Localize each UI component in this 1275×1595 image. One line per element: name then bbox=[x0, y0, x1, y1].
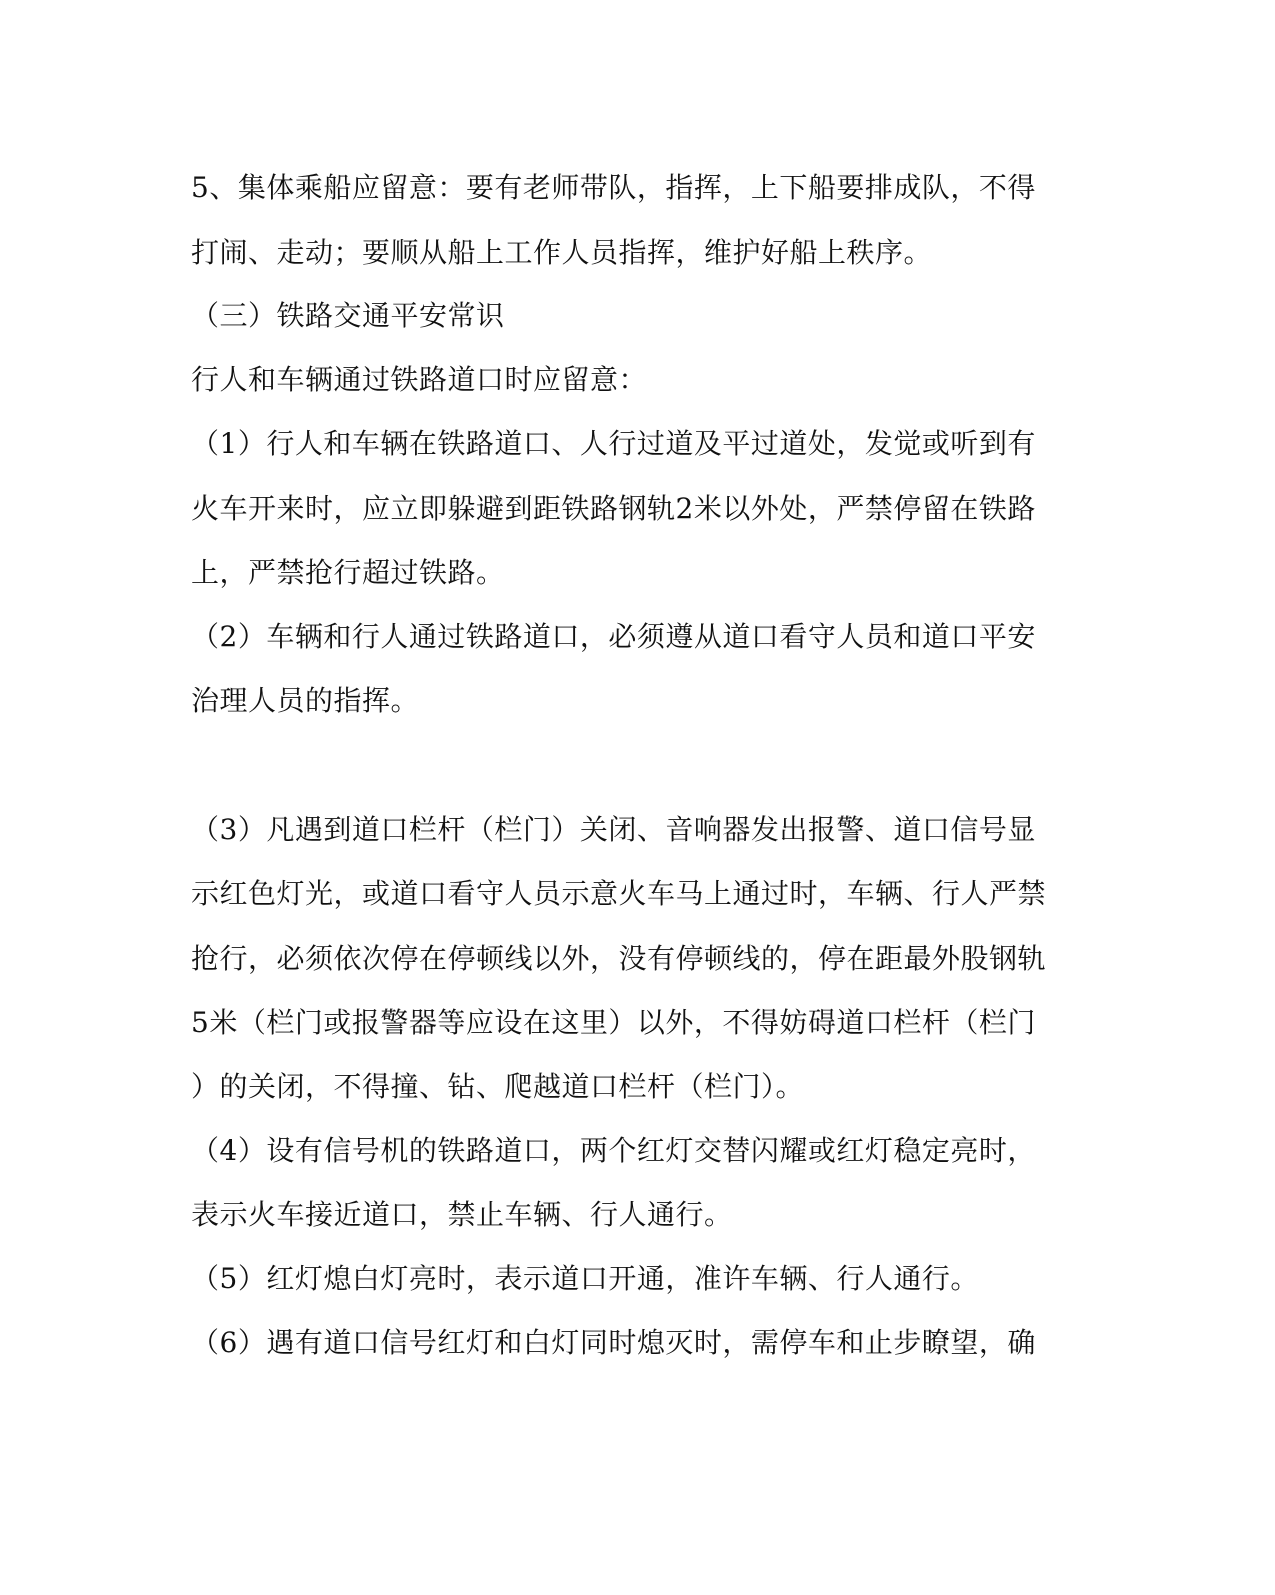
text-line-13: 5米（栏门或报警器等应设在这里）以外，不得妨碍道口栏杆（栏门 bbox=[191, 1006, 1036, 1039]
text-line-8: （2）车辆和行人通过铁路道口，必须遵从道口看守人员和道口平安 bbox=[191, 620, 1036, 653]
text-line-17: （5）红灯熄白灯亮时，表示道口开通，准许车辆、行人通行。 bbox=[191, 1262, 979, 1295]
text-line-5: （1）行人和车辆在铁路道口、人行过道及平过道处，发觉或听到有 bbox=[191, 427, 1036, 460]
text-line-2: 打闹、走动；要顺从船上工作人员指挥，维护好船上秩序。 bbox=[191, 236, 933, 269]
text-line-9: 治理人员的指挥。 bbox=[191, 684, 420, 717]
text-line-4: 行人和车辆通过铁路道口时应留意： bbox=[191, 363, 648, 396]
text-line-7: 上，严禁抢行超过铁路。 bbox=[191, 556, 505, 589]
text-line-1: 5、集体乘船应留意：要有老师带队，指挥，上下船要排成队，不得 bbox=[191, 171, 1036, 204]
text-line-12: 抢行，必须依次停在停顿线以外，没有停顿线的，停在距最外股钢轨 bbox=[191, 942, 1047, 975]
section-heading: （三）铁路交通平安常识 bbox=[191, 299, 505, 332]
text-line-18: （6）遇有道口信号红灯和白灯同时熄灭时，需停车和止步瞭望，确 bbox=[191, 1326, 1036, 1359]
text-line-10: （3）凡遇到道口栏杆（栏门）关闭、音响器发出报警、道口信号显 bbox=[191, 813, 1036, 846]
text-line-14: ）的关闭，不得撞、钻、爬越道口栏杆（栏门）。 bbox=[191, 1070, 805, 1103]
text-line-11: 示红色灯光，或道口看守人员示意火车马上通过时，车辆、行人严禁 bbox=[191, 877, 1047, 910]
text-line-6: 火车开来时，应立即躲避到距铁路钢轨2米以外处，严禁停留在铁路 bbox=[191, 492, 1036, 525]
text-line-15: （4）设有信号机的铁路道口，两个红灯交替闪耀或红灯稳定亮时， bbox=[191, 1134, 1036, 1167]
text-line-16: 表示火车接近道口，禁止车辆、行人通行。 bbox=[191, 1198, 733, 1231]
